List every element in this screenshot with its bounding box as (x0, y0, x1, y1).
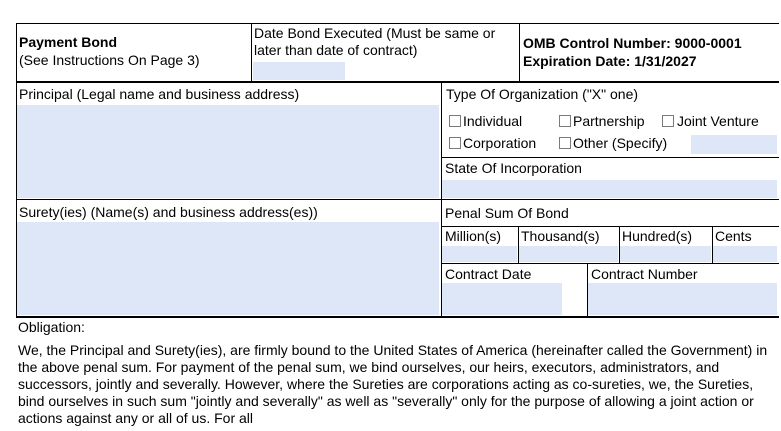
thousands-field[interactable] (519, 246, 618, 262)
penal-row-bottom (441, 263, 779, 264)
header-divider-2 (519, 23, 520, 82)
millions-label: Million(s) (445, 228, 501, 244)
cents-field[interactable] (713, 246, 777, 262)
top-border (16, 23, 779, 24)
form-title: Payment Bond (19, 34, 118, 50)
thousands-label: Thousand(s) (521, 228, 600, 244)
state-of-incorporation-field[interactable] (442, 180, 777, 198)
obligation-label: Obligation: (18, 319, 85, 335)
joint-venture-label: Joint Venture (677, 113, 759, 129)
form-subtitle: (See Instructions On Page 3) (19, 52, 200, 68)
corporation-label: Corporation (463, 135, 537, 151)
hundreds-field[interactable] (620, 246, 711, 262)
surety-label: Surety(ies) (Name(s) and business address(es)) (19, 204, 318, 220)
state-of-incorporation-label: State Of Incorporation (445, 160, 582, 176)
principal-field[interactable] (17, 105, 439, 198)
obligation-top-border (16, 316, 779, 318)
contract-number-label: Contract Number (591, 266, 698, 282)
contract-date-field[interactable] (442, 283, 562, 315)
hundreds-label: Hundred(s) (622, 228, 693, 244)
joint-venture-checkbox[interactable] (662, 115, 674, 127)
header-bottom-border (16, 81, 779, 83)
contract-date-label: Contract Date (445, 266, 532, 282)
omb-control-number: OMB Control Number: 9000-0001 (523, 35, 742, 51)
obligation-text: We, the Principal and Surety(ies), are firmly bound to the United States of America (hereinafter called the Government) in the above penal sum. For payment of the penal sum, we bind ourselves, our heirs, executors, administrators, and successors, jointly and severally. However, where the Sureties are corporations acting as co-sureties, we, the Sureties, bind ourselves in such sum "jointly and severally" as well as "severally" only for the purpose of allowing a joint action or actions against any or all of us. For all (18, 342, 768, 426)
date-executed-label: Date Bond Executed (Must be same or later than date of contract) (254, 25, 496, 58)
individual-label: Individual (463, 113, 523, 129)
corporation-checkbox[interactable] (449, 137, 461, 149)
partnership-checkbox[interactable] (559, 115, 571, 127)
header-divider-1 (251, 23, 252, 82)
cents-label: Cents (715, 228, 752, 244)
millions-field[interactable] (442, 246, 517, 262)
org-bottom-border (441, 157, 779, 158)
other-label: Other (Specify) (573, 135, 668, 151)
surety-field[interactable] (17, 222, 439, 315)
partnership-label: Partnership (573, 113, 645, 129)
organization-type-label: Type Of Organization ("X" one) (446, 86, 639, 102)
principal-bottom-border (16, 199, 779, 200)
column-divider (441, 82, 442, 317)
date-executed-field[interactable] (253, 62, 345, 80)
individual-checkbox[interactable] (449, 115, 461, 127)
penal-sum-label: Penal Sum Of Bond (445, 205, 569, 221)
penal-row-top (441, 226, 779, 227)
contract-number-field[interactable] (588, 283, 777, 315)
other-specify-field[interactable] (691, 135, 777, 154)
expiration-date: Expiration Date: 1/31/2027 (523, 53, 697, 69)
other-checkbox[interactable] (559, 137, 571, 149)
principal-label: Principal (Legal name and business address) (19, 86, 300, 102)
